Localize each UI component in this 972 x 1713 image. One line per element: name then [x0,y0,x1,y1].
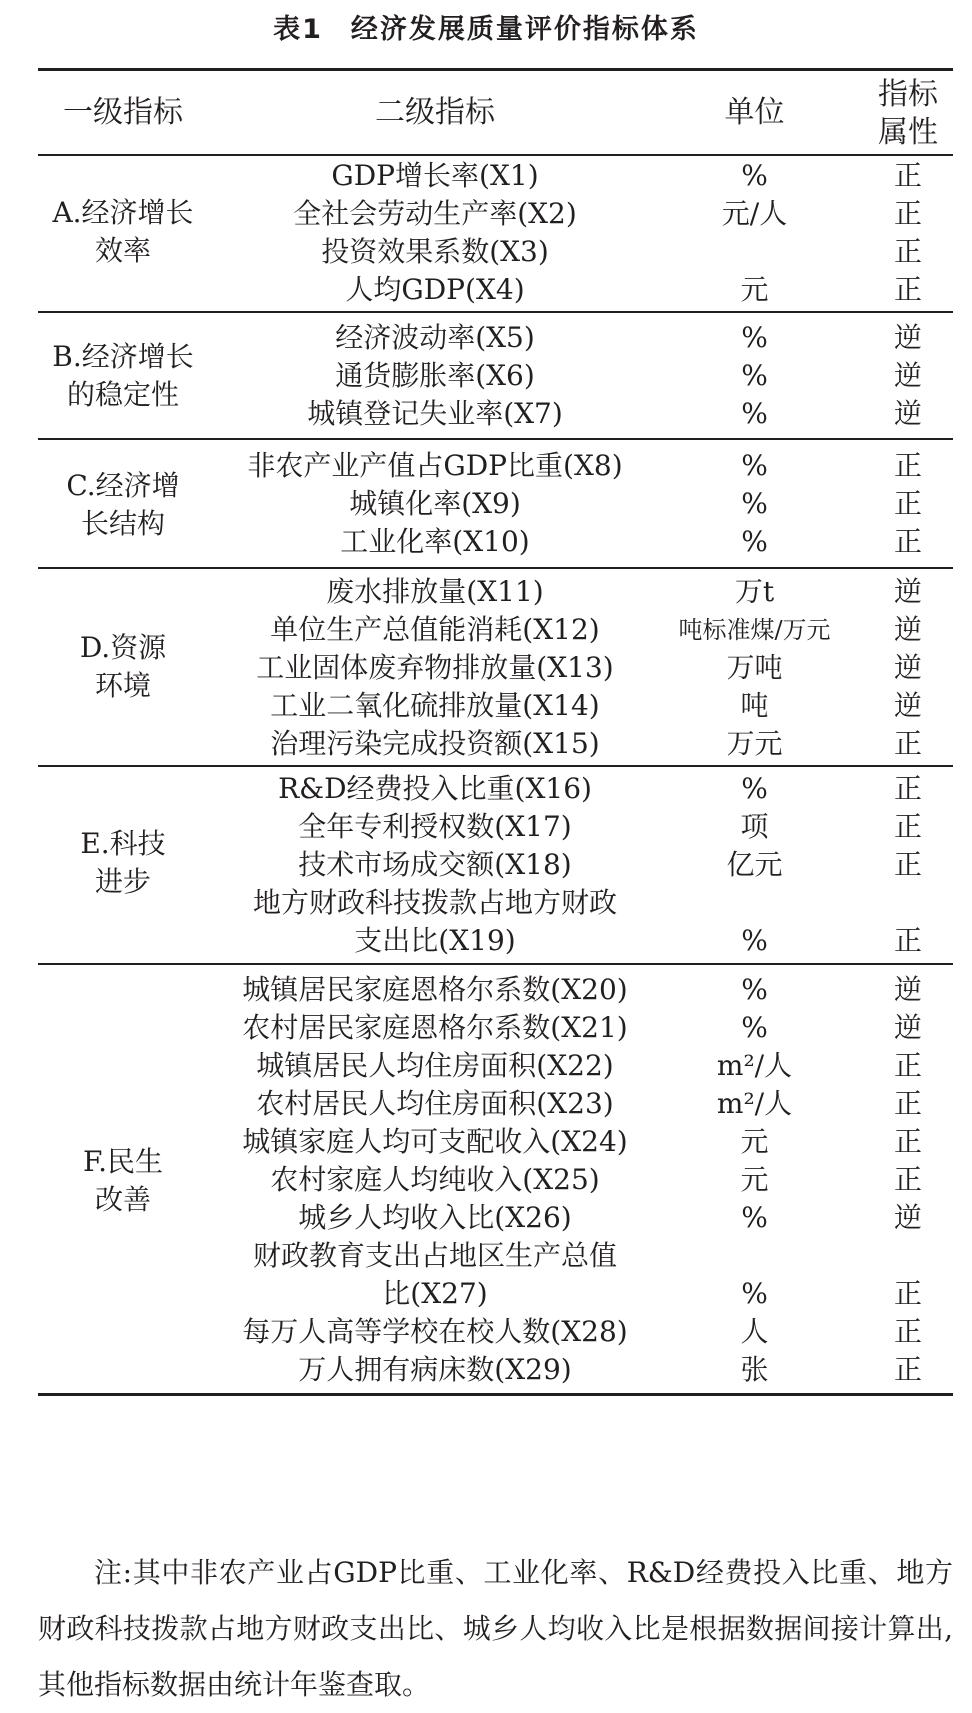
group-d-name-line1: D.资源 [79,631,167,664]
indicator-x22: 城镇居民人均住房面积(X22) [256,1049,614,1082]
unit-x26: % [741,1201,768,1234]
indicator-x27-line2: 比(X27) [382,1277,488,1310]
indicator-x11: 废水排放量(X11) [326,575,544,608]
unit-x10: % [741,525,768,558]
indicator-x21: 农村居民家庭恩格尔系数(X21) [242,1011,628,1044]
attribute-x15: 正 [893,727,922,760]
unit-x15: 万元 [726,727,783,760]
header-attribute-line1: 指标 [878,77,938,112]
indicator-x6: 通货膨胀率(X6) [335,359,535,392]
group-divider-cd [38,567,953,569]
indicator-x17: 全年专利授权数(X17) [298,810,572,843]
table-note: 注:其中非农产业占GDP比重、工业化率、R&D经费投入比重、地方财政科技拨款占地方财政支出比、城乡人均收入比是根据数据间接计算出,其他指标数据由统计年鉴查取。 [38,1556,953,1701]
unit-x16: % [741,772,768,805]
unit-x4: 元 [740,273,769,306]
attribute-x26: 逆 [893,1201,922,1234]
table-caption [0,8,972,52]
indicator-x16: R&D经费投入比重(X16) [278,772,592,805]
unit-x27: % [741,1277,768,1310]
indicator-x2: 全社会劳动生产率(X2) [293,197,577,230]
attribute-x2: 正 [893,197,922,230]
indicator-x18: 技术市场成交额(X18) [298,848,572,881]
indicator-x5: 经济波动率(X5) [335,321,535,354]
indicator-x9: 城镇化率(X9) [349,487,521,520]
indicator-x19-line2: 支出比(X19) [354,924,516,957]
attribute-x11: 逆 [893,575,922,608]
group-b-name-line1: B.经济增长 [52,340,194,373]
attribute-x25: 正 [893,1163,922,1196]
unit-x5: % [741,321,768,354]
indicator-x7: 城镇登记失业率(X7) [307,397,563,430]
header-unit: 单位 [724,95,785,130]
group-divider-ab [38,311,953,313]
unit-x24: 元 [740,1125,769,1158]
attribute-x16: 正 [893,772,922,805]
group-divider-ef [38,963,953,965]
indicator-x8: 非农产业产值占GDP比重(X8) [247,449,623,482]
attribute-x29: 正 [893,1353,922,1386]
unit-x2: 元/人 [721,197,788,230]
indicator-x1: GDP增长率(X1) [331,159,539,192]
indicator-x29: 万人拥有病床数(X29) [298,1353,572,1386]
indicator-x28: 每万人高等学校在校人数(X28) [242,1315,628,1348]
unit-x6: % [741,359,768,392]
indicator-x3: 投资效果系数(X3) [321,235,549,268]
indicator-x13: 工业固体废弃物排放量(X13) [256,651,614,684]
attribute-x3: 正 [893,235,922,268]
group-b-name-line2: 的稳定性 [66,378,179,411]
table-number: 表1 [273,14,323,45]
attribute-x8: 正 [893,449,922,482]
unit-x12: 吨标准煤/万元 [678,616,831,644]
group-c-name-line1: C.经济增 [66,469,180,502]
unit-x18: 亿元 [726,848,783,881]
unit-x13: 万吨 [726,651,783,684]
unit-x21: % [741,1011,768,1044]
table-title: 经济发展质量评价指标体系 [350,14,699,45]
group-f-name-line2: 改善 [94,1183,151,1216]
header-level1: 一级指标 [63,95,183,130]
unit-x29: 张 [740,1353,769,1386]
attribute-x5: 逆 [893,321,922,354]
attribute-x21: 逆 [893,1011,922,1044]
indicator-x20: 城镇居民家庭恩格尔系数(X20) [242,973,628,1006]
attribute-x28: 正 [893,1315,922,1348]
attribute-x22: 正 [893,1049,922,1082]
indicator-x15: 治理污染完成投资额(X15) [270,727,600,760]
group-divider-de [38,765,953,767]
attribute-x10: 正 [893,525,922,558]
attribute-x9: 正 [893,487,922,520]
unit-x28: 人 [740,1315,769,1348]
unit-x22: m²/人 [716,1049,793,1082]
unit-x17: 项 [740,810,769,843]
group-a-name-line2: 效率 [94,234,151,267]
group-d-name-line2: 环境 [94,669,151,702]
attribute-x24: 正 [893,1125,922,1158]
bottom-rule [38,1393,953,1396]
group-divider-bc [38,438,953,440]
unit-x14: 吨 [740,689,769,722]
unit-x23: m²/人 [716,1087,793,1120]
group-e-name-line1: E.科技 [80,827,166,860]
unit-x19: % [741,924,768,957]
attribute-x12: 逆 [893,613,922,646]
header-attribute-line2: 属性 [878,115,938,150]
unit-x7: % [741,397,768,430]
indicator-x24: 城镇家庭人均可支配收入(X24) [242,1125,628,1158]
header-level2: 二级指标 [375,95,495,130]
attribute-x4: 正 [893,273,922,306]
unit-x25: 元 [740,1163,769,1196]
indicator-x25: 农村家庭人均纯收入(X25) [270,1163,600,1196]
indicator-x26: 城乡人均收入比(X26) [298,1201,572,1234]
indicator-x27-line1: 财政教育支出占地区生产总值 [252,1239,617,1272]
unit-x11: 万t [734,575,775,608]
attribute-x27: 正 [893,1277,922,1310]
top-rule [38,68,953,71]
indicator-x19-line1: 地方财政科技拨款占地方财政 [252,886,617,919]
group-f-name-line1: F.民生 [83,1145,163,1178]
attribute-x19: 正 [893,924,922,957]
attribute-x23: 正 [893,1087,922,1120]
indicator-x23: 农村居民人均住房面积(X23) [256,1087,614,1120]
indicator-x12: 单位生产总值能消耗(X12) [270,613,600,646]
group-a-name-line1: A.经济增长 [52,196,194,229]
indicator-x10: 工业化率(X10) [340,525,530,558]
attribute-x13: 逆 [893,651,922,684]
unit-x9: % [741,487,768,520]
unit-x1: % [741,159,768,192]
attribute-x20: 逆 [893,973,922,1006]
attribute-x14: 逆 [893,689,922,722]
attribute-x1: 正 [893,159,922,192]
group-c-name-line2: 长结构 [80,507,165,540]
attribute-x17: 正 [893,810,922,843]
indicator-x4: 人均GDP(X4) [345,273,525,306]
indicator-x14: 工业二氧化硫排放量(X14) [270,689,600,722]
unit-x20: % [741,973,768,1006]
group-e-name-line2: 进步 [94,865,151,898]
unit-x8: % [741,449,768,482]
attribute-x18: 正 [893,848,922,881]
attribute-x7: 逆 [893,397,922,430]
attribute-x6: 逆 [893,359,922,392]
